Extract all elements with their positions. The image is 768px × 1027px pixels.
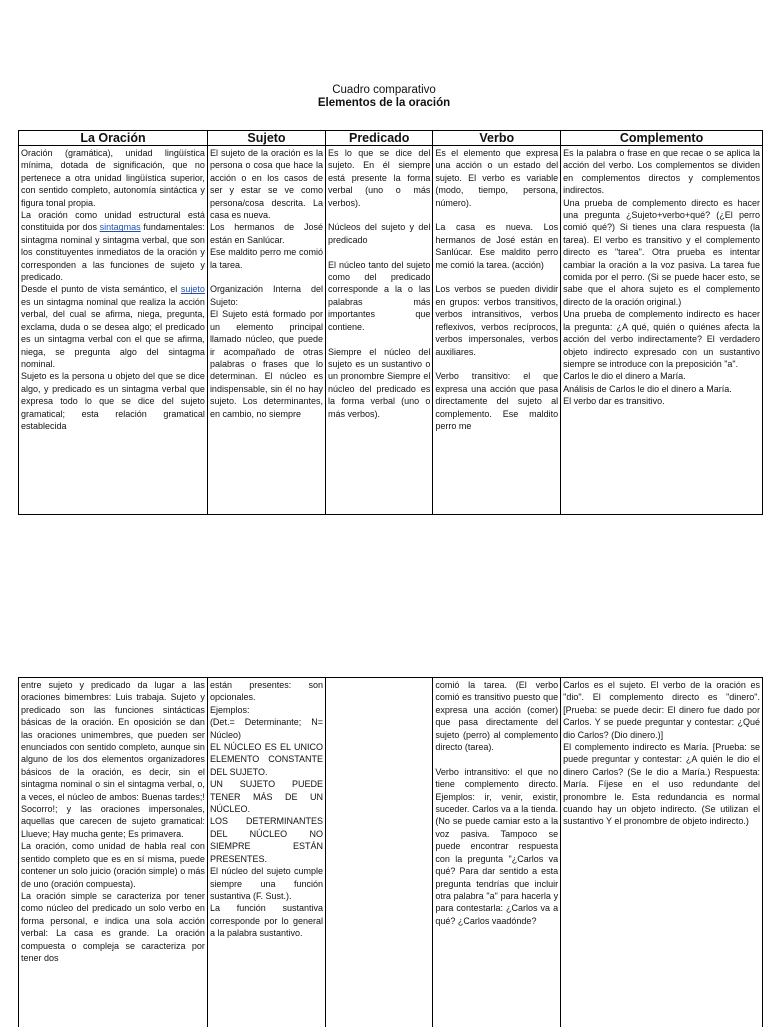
oracion-text-b: fundamentales: sintagma nominal y sintagma verbal, que son los constituyentes inmediatos de la oración y corresponden a las funciones de sujeto y predicado. Desde el punto de vista semántico, el bbox=[21, 222, 205, 294]
table-row bbox=[19, 146, 763, 515]
cell-verbo bbox=[433, 146, 561, 515]
cell-verbo-text: Es el elemento que expresa una acción o un estado del sujeto. El verbo es variable (modo, tiempo, persona, número). La casa es nueva. Los hermanos de José están en Sanlúcar. Ese maldito perro me comió la tarea. (acción) Los verbos se pueden dividir en grupos: verbos transitivos, verbos intransitivos, verbos reflexivos, verbos recíprocos, verbos impersonales, verbos auxiliares. Verbo transitivo: el que expresa una acción que pasa directamente del sujeto al complemento. Ese maldito perro me bbox=[435, 147, 558, 432]
header-sujeto: Sujeto bbox=[207, 131, 325, 146]
link-sujeto[interactable]: sujeto bbox=[181, 284, 205, 294]
cell-sujeto-continued-text: están presentes: son opcionales. Ejemplos: (Det.= Determinante; N= Núcleo) EL NÚCLEO ES EL UNICO ELEMENTO CONSTANTE DEL SUJETO. UN SUJETO PUEDE TENER MÁS DE UN NÚCLEO. LOS DETERMINANTES DEL NÚCLEO NO SIEMPRE ESTÁN PRESENTES. El núcleo del sujeto cumple siempre una función sustantiva (F. Sust.). La función sustantiva corresponde por lo general a la palabra sustantivo. bbox=[210, 679, 323, 940]
cell-sujeto-text: El sujeto de la oración es la persona o cosa que hace la acción o en los casos de ser y estar se ve como persona/cosa descrita. La casa es nueva. Los hermanos de José están en Sanlúcar. Ese maldito perro me comió la tarea. Organización Interna del Sujeto: El Sujeto está formado por un elemento principal llamado núcleo, que puede ir acompañado de otras palabras o frases que lo determinan. El núcleo es indispensable, sin él no hay sujeto. Los determinantes, en cambio, no siempre bbox=[210, 147, 323, 420]
cell-predicado bbox=[326, 146, 433, 515]
cell-oracion-continued bbox=[19, 678, 208, 1027]
comparison-table-page-1 bbox=[18, 130, 763, 515]
cell-predicado-text: Es lo que se dice del sujeto. En él siempre está presente la forma verbal (uno o más verbos). Núcleos del sujeto y del predicado El núcleo tanto del sujeto como del predicado corresponde a la o las palabras más importantes que contiene. Siempre el núcleo del sujeto es un sustantivo o un pronombre Siempre el núcleo del predicado es la forma verbal (uno o más verbos). bbox=[328, 147, 430, 420]
document-subtitle: Elementos de la oración bbox=[0, 97, 768, 110]
cell-complemento bbox=[561, 146, 763, 515]
oracion-text-c: es un sintagma nominal que realiza la acción verbal, del cual se afirma, niega, pregunta, exclama, duda o se desea algo; el predicado es un sintagma verbal con el que se afirma, niega, se pregunta algo del sintagma nominal. Sujeto es la persona u objeto del que se dice algo, y predicado es un sintagma verbal que expresa todo lo que se dice del sujeto gramatical; esta relación gramatical establecida bbox=[21, 297, 205, 431]
cell-oracion bbox=[19, 146, 208, 515]
document-title: Cuadro comparativo bbox=[0, 84, 768, 97]
cell-predicado-continued bbox=[326, 678, 433, 1027]
header-oracion: La Oración bbox=[19, 131, 208, 146]
cell-complemento-text: Es la palabra o frase en que recae o se aplica la acción del verbo. Los complementos se dividen en complementos directos y complementos indirectos. Una prueba de complemento directo es hacer una pregunta ¿Sujeto+verbo+qué? (¿El perro comió qué?) Si tienes una clara respuesta (la tarea). El verbo es transitivo y el complemento directo es "tarea". Otra prueba es intentar cambiar la oración a la voz pasiva. La tarea fue comida por el perro. (Si se puede hacer esto, se sabe que el ahora sujeto es el complemento directo de la oración original.) Una prueba de complemento indirecto es hacer la pregunta: ¿A qué, quién o quiénes afecta la acción del verbo indirectamente? El verdadero objeto indirecto expresado con un sustantivo siempre se introduce con la preposición "a". Carlos le dio el dinero a María. Análisis de Carlos le dio el dinero a María. El verbo dar es transitivo. bbox=[563, 147, 760, 408]
title-block bbox=[0, 84, 768, 110]
header-complemento: Complemento bbox=[561, 131, 763, 146]
comparison-table-page-2 bbox=[18, 677, 763, 1027]
cell-sujeto bbox=[207, 146, 325, 515]
cell-complemento-continued bbox=[561, 678, 763, 1027]
cell-oracion-text bbox=[21, 147, 205, 432]
cell-complemento-continued-text: Carlos es el sujeto. El verbo de la oración es "dio". El complemento directo es "dinero". [Prueba: se puede decir: El dinero fue dado por Carlos. Y se puede preguntar y contestar: ¿Qué dio Carlos? (Dio dinero.)] El complemento indirecto es María. [Prueba: se puede preguntar y contestar: ¿A quién le dio el dinero Carlos? (Se le dio a María.) Respuesta: María. Fíjese en el uso redundante del pronombre le. Esta redundancia es normal cuando hay un objeto indirecto. (Se utilizan el sustantivo Y el pronombre de objeto indirecto.) bbox=[563, 679, 760, 828]
header-predicado: Predicado bbox=[326, 131, 433, 146]
table-row bbox=[19, 678, 763, 1027]
cell-sujeto-continued bbox=[207, 678, 325, 1027]
cell-oracion-continued-text: entre sujeto y predicado da lugar a las oraciones bimembres: Luis trabaja. Sujeto y predicado son las funciones sintácticas básicas de la oración. En oposición se dan las oraciones unimembres, que pueden ser enunciados con sentido completo, aunque sin alguno de los dos elementos organizadores básicos de la oración, es decir, sin el sintagma nominal o sin el sintagma verbal, o, a veces, el núcleo de ambos: Buenas tardes;! Socorro!; y las oraciones impersonales, aquellas que carecen de sujeto gramatical: Llueve; Hay mucha gente; Es primavera. La oración, como unidad de habla real con sentido completo que es en sí misma, puede contener un solo juicio (oración simple) o más de uno (oración compuesta). La oración simple se caracteriza por tener como núcleo del predicado un solo verbo en forma personal, e indica una sola acción verbal: La casa es grande. La oración compuesta o compleja se caracteriza por tener dos bbox=[21, 679, 205, 964]
cell-verbo-continued-text: comió la tarea. (El verbo comió es transitivo puesto que expresa una acción (comer) que pasa directamente del sujeto (perro) al complemento directo (tarea). Verbo intransitivo: el que no tiene complemento directo. Ejemplos: ir, venir, existir, suceder. Carlos va a la tienda. (No se puede camiar esto a la voz pasiva. Tampoco se puede encontrar respuesta con la pregunta "¿Carlos va qué? Para dar sentido a esta pregunta tendrías que incluir otra palabra "a" para hacerla y para contestarla: ¿Carlos va a qué? ¿Carlos vaadónde? bbox=[435, 679, 558, 927]
link-sintagmas[interactable]: sintagmas bbox=[100, 222, 141, 232]
oracion-text-a: Oración (gramática), unidad lingüística mínima, dotada de significación, que no pertenece a otra unidad lingüística superior, con sentido completo, autonomía sintáctica y figura tonal propia. La oración como unidad estructural está constituida por dos bbox=[21, 148, 205, 232]
cell-verbo-continued bbox=[433, 678, 561, 1027]
table-header-row bbox=[19, 131, 763, 146]
header-verbo: Verbo bbox=[433, 131, 561, 146]
